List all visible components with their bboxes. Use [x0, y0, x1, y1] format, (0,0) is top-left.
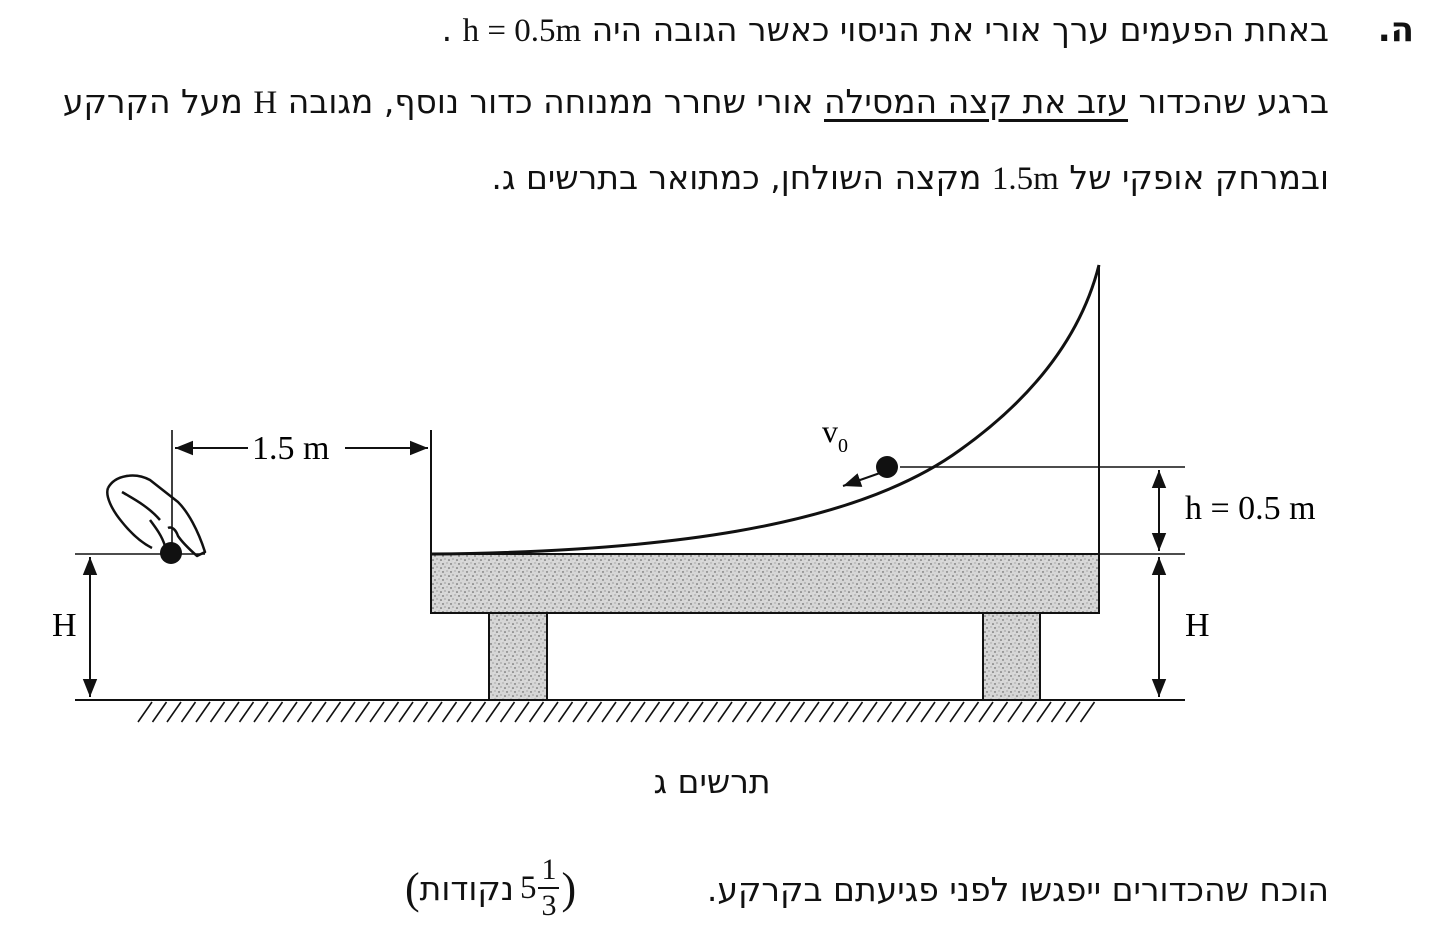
hatch-mark [138, 702, 152, 722]
hatch-mark [196, 702, 210, 722]
hatch-mark [718, 702, 732, 722]
hatch-mark [762, 702, 776, 722]
held-ball [160, 542, 182, 564]
line3-math: 1.5m [991, 161, 1059, 197]
table-top [431, 554, 1099, 613]
points-value [405, 855, 576, 921]
hand-icon [107, 476, 205, 715]
question-line-1 [442, 10, 1329, 50]
hatch-mark [457, 702, 471, 722]
hatch-mark [501, 702, 515, 722]
velocity-arrow [843, 473, 880, 486]
points-fraction [538, 855, 559, 921]
hatch-mark [428, 702, 442, 722]
hatch-mark [791, 702, 805, 722]
hatch-mark [167, 702, 181, 722]
line2-suffix: מעל הקרקע [62, 82, 243, 121]
figure-diagram [0, 230, 1452, 730]
hatch-mark [530, 702, 544, 722]
line2-underlined: עזב את קצה המסילה [824, 82, 1129, 121]
hatch-mark [834, 702, 848, 722]
hatch-mark [515, 702, 529, 722]
hatch-mark [892, 702, 906, 722]
left-H-label: H [52, 607, 77, 644]
hatch-mark [385, 702, 399, 722]
line3-suffix: מקצה השולחן, כמתואר בתרשים ג. [491, 158, 982, 197]
hatch-mark [1081, 702, 1095, 722]
prove-statement: הוכח שהכדורים ייפגשו לפני פגיעתם בקרקע. [706, 870, 1329, 909]
height-label: h = 0.5 m [1185, 490, 1316, 527]
hatch-mark [544, 702, 558, 722]
hatch-mark [733, 702, 747, 722]
line1-text: באחת הפעמים ערך אורי את הניסוי כאשר הגובה היה [591, 10, 1329, 49]
hatch-mark [747, 702, 761, 722]
hatch-mark [994, 702, 1008, 722]
hatch-mark [907, 702, 921, 722]
hatch-mark [225, 702, 239, 722]
line1-end: . [441, 10, 453, 49]
line2-mid: אורי שחרר ממנוחה כדור נוסף, מגובה [287, 82, 814, 121]
table-leg-left [489, 613, 547, 700]
line2-prefix: ברגע שהכדור [1138, 82, 1329, 121]
hatch-mark [443, 702, 457, 722]
points-open-paren: ( [405, 863, 420, 913]
hatch-mark [1008, 702, 1022, 722]
distance-label: 1.5 m [252, 430, 330, 467]
line1-math: h = 0.5m [462, 13, 582, 49]
hatch-mark [588, 702, 602, 722]
question-line-3 [491, 158, 1329, 198]
hatch-mark [182, 702, 196, 722]
right-H-label: H [1185, 607, 1210, 644]
ramp-curve [431, 265, 1099, 554]
hatch-mark [370, 702, 384, 722]
hatch-mark [965, 702, 979, 722]
points-close-paren: ) [561, 863, 577, 913]
hatch-mark [254, 702, 268, 722]
hatch-mark [689, 702, 703, 722]
hatch-mark [1066, 702, 1080, 722]
hatch-mark [1023, 702, 1037, 722]
line3-prefix: ובמרחק אופקי של [1069, 158, 1329, 197]
hatch-mark [1037, 702, 1051, 722]
hatch-mark [472, 702, 486, 722]
hatch-mark [414, 702, 428, 722]
hatch-mark [356, 702, 370, 722]
hatch-mark [878, 702, 892, 722]
hatch-mark [602, 702, 616, 722]
hatch-mark [820, 702, 834, 722]
ramp-ball [876, 456, 898, 478]
hatch-mark [979, 702, 993, 722]
hatch-mark [617, 702, 631, 722]
hatch-mark [240, 702, 254, 722]
velocity-label: $v_0$ [822, 413, 848, 457]
line2-var: H [253, 85, 278, 121]
hatch-mark [327, 702, 341, 722]
hatch-mark [341, 702, 355, 722]
hatch-mark [631, 702, 645, 722]
hatch-mark [312, 702, 326, 722]
hatch-mark [849, 702, 863, 722]
ground-hatching [138, 702, 1095, 722]
hatch-mark [559, 702, 573, 722]
hatch-mark [646, 702, 660, 722]
hatch-mark [269, 702, 283, 722]
hatch-mark [950, 702, 964, 722]
hatch-mark [660, 702, 674, 722]
hatch-mark [211, 702, 225, 722]
section-letter: ה. [1377, 10, 1414, 50]
points-word: נקודות [419, 868, 514, 908]
table-leg-right [983, 613, 1040, 700]
hatch-mark [704, 702, 718, 722]
hatch-mark [675, 702, 689, 722]
points-numerator: 1 [538, 855, 559, 889]
points-whole: 5 [519, 869, 537, 906]
hatch-mark [399, 702, 413, 722]
points-denominator: 3 [541, 889, 557, 922]
hatch-mark [921, 702, 935, 722]
hatch-mark [863, 702, 877, 722]
figure-caption: תרשים ג [653, 762, 771, 801]
hatch-mark [1052, 702, 1066, 722]
hatch-mark [573, 702, 587, 722]
hatch-mark [936, 702, 950, 722]
hatch-mark [486, 702, 500, 722]
hatch-mark [776, 702, 790, 722]
question-line-2 [63, 82, 1329, 122]
hatch-mark [298, 702, 312, 722]
hatch-mark [153, 702, 167, 722]
hatch-mark [283, 702, 297, 722]
hatch-mark [805, 702, 819, 722]
